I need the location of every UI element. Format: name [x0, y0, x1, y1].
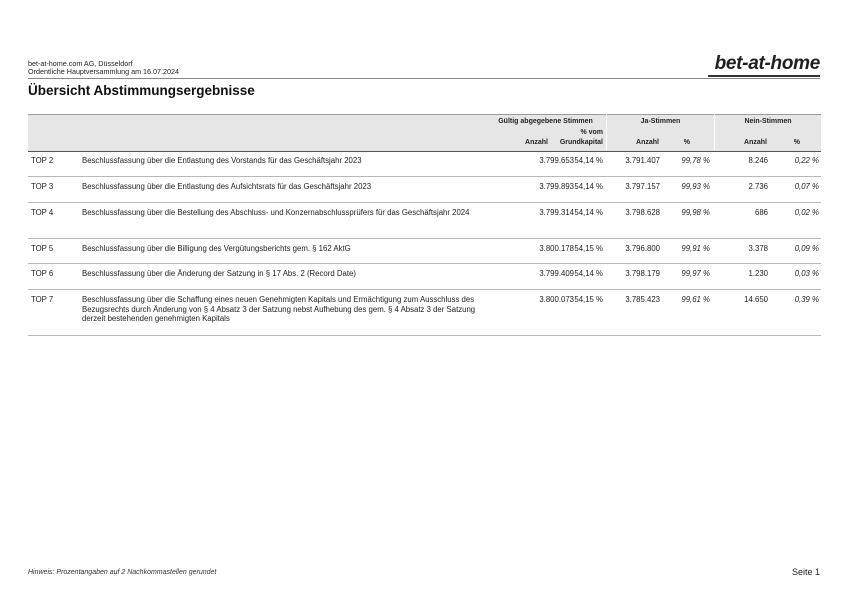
row-valid-pct: 54,14 % [574, 156, 603, 165]
row-valid-pct: 54,14 % [574, 269, 603, 278]
row-valid-pct: 54,14 % [574, 208, 603, 217]
row-valid-pct: 54,15 % [574, 244, 603, 253]
header-valid-pct-line2: Grundkapital [559, 139, 603, 146]
row-top: TOP 6 [31, 269, 54, 278]
row-description: Beschlussfassung über die Entlastung des Vorstands für das Geschäftsjahr 2023 [82, 156, 362, 165]
row-valid-count: 3.799.314 [539, 208, 574, 217]
table-row [28, 177, 821, 203]
rounding-note: Hinweis: Prozentangaben auf 2 Nachkommastellen gerundet [28, 569, 217, 576]
row-yes-count: 3.797.157 [625, 182, 660, 191]
row-no-count: 1.230 [748, 269, 768, 278]
row-no-pct: 0,39 % [794, 295, 819, 304]
row-no-count: 2.736 [748, 182, 768, 191]
row-yes-pct: 99,91 % [681, 244, 710, 253]
header-valid-count: Anzahl [525, 139, 548, 146]
row-description: Beschlussfassung über die Änderung der Satzung in § 17 Abs. 2 (Record Date) [82, 269, 356, 278]
table-row [28, 151, 821, 177]
row-yes-pct: 99,98 % [681, 208, 710, 217]
header-valid-pct-line1: % vom [580, 129, 603, 136]
row-yes-pct: 99,78 % [681, 156, 710, 165]
table-row [28, 264, 821, 290]
row-description: Beschlussfassung über die Schaffung eines neuen Genehmigten Kapitals und Ermächtigung zum Ausschluss des Bezugsrechts durch Änderung von § 4 Absatz 3 der Satzung nebst Aufhebung des gem. § 4 Absatz 3 der Satzung derzeit bestehenden genehmigten Kapitals [82, 295, 476, 324]
row-no-pct: 0,07 % [794, 182, 819, 191]
table-row [28, 239, 821, 264]
row-no-pct: 0,03 % [794, 269, 819, 278]
row-no-pct: 0,02 % [794, 208, 819, 217]
row-top: TOP 3 [31, 182, 54, 191]
row-valid-count: 3.799.653 [539, 156, 574, 165]
table-row [28, 290, 821, 336]
row-valid-count: 3.799.893 [539, 182, 574, 191]
header-divider [28, 78, 820, 79]
row-description: Beschlussfassung über die Bestellung des Abschluss- und Konzernabschlussprüfers für das Geschäftsjahr 2024 [82, 208, 470, 217]
table-row [28, 203, 821, 239]
header-no-count: Anzahl [744, 139, 767, 146]
row-yes-count: 3.785.423 [625, 295, 660, 304]
row-valid-count: 3.800.178 [539, 244, 574, 253]
row-yes-pct: 99,93 % [681, 182, 710, 191]
header-no-votes: Nein-Stimmen [744, 118, 792, 125]
page-number: Seite 1 [791, 567, 820, 577]
page-title: Übersicht Abstimmungsergebnisse [28, 83, 255, 98]
row-valid-count: 3.799.409 [539, 269, 574, 278]
row-no-count: 686 [754, 208, 768, 217]
row-yes-pct: 99,61 % [681, 295, 710, 304]
row-valid-pct: 54,15 % [574, 295, 603, 304]
row-no-count: 8.246 [748, 156, 768, 165]
header-valid-votes: Gültig abgegebene Stimmen [498, 118, 593, 125]
row-no-count: 3.378 [748, 244, 768, 253]
logo-underline [708, 75, 820, 77]
row-yes-count: 3.798.628 [625, 208, 660, 217]
row-no-pct: 0,22 % [794, 156, 819, 165]
header-no-pct: % [793, 139, 800, 146]
header-yes-pct: % [683, 139, 690, 146]
row-yes-pct: 99,97 % [681, 269, 710, 278]
row-top: TOP 5 [31, 244, 54, 253]
row-description: Beschlussfassung über die Entlastung des Aufsichtsrats für das Geschäftsjahr 2023 [82, 182, 372, 191]
header-yes-votes: Ja-Stimmen [640, 118, 681, 125]
row-top: TOP 7 [31, 295, 54, 304]
row-valid-count: 3.800.073 [539, 295, 574, 304]
row-top: TOP 4 [31, 208, 54, 217]
company-name: bet-at-home.com AG, Düsseldorf [28, 59, 133, 68]
row-yes-count: 3.791.407 [625, 156, 660, 165]
row-yes-count: 3.796.800 [625, 244, 660, 253]
row-top: TOP 2 [31, 156, 54, 165]
bet-at-home-logo: bet-at-home [714, 53, 820, 74]
row-yes-count: 3.798.179 [625, 269, 660, 278]
row-no-pct: 0,09 % [794, 244, 819, 253]
meeting-date: Ordentliche Hauptversammlung am 16.07.2024 [28, 67, 180, 77]
company-info [28, 60, 179, 77]
row-no-count: 14.650 [744, 295, 768, 304]
row-description: Beschlussfassung über die Billigung des Vergütungsberichts gem. § 162 AktG [82, 244, 351, 253]
header-yes-count: Anzahl [636, 139, 659, 146]
row-valid-pct: 54,14 % [574, 182, 603, 191]
